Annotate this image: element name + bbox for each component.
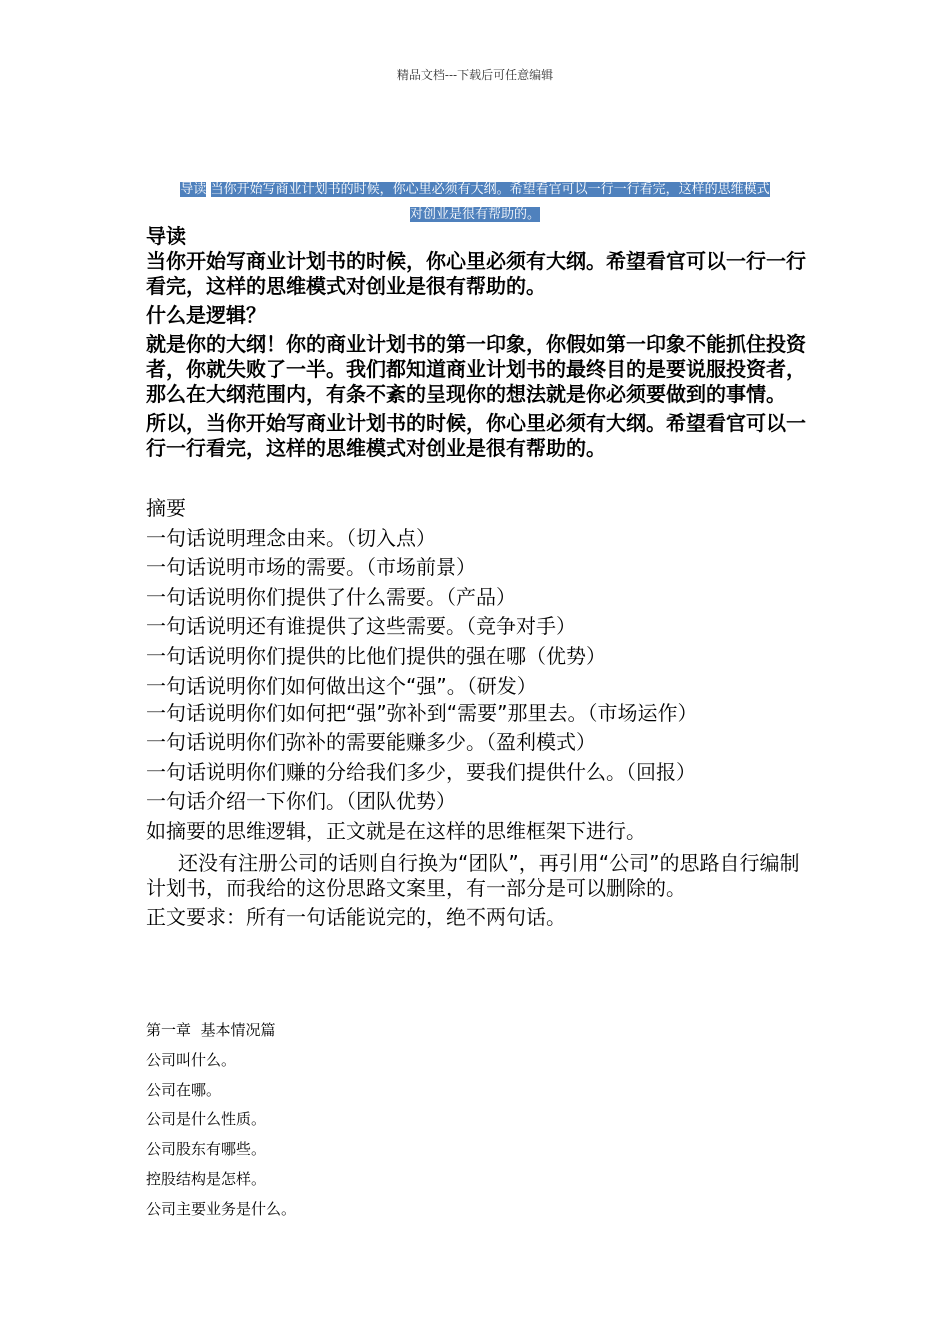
summary-item: 一句话说明还有谁提供了这些需要。（竞争对手） bbox=[146, 614, 576, 639]
highlighted-intro bbox=[146, 177, 804, 227]
summary-item: 一句话说明你们赚的分给我们多少，要我们提供什么。（回报） bbox=[146, 759, 696, 784]
intro-paragraph-2: 就是你的大纲！你的商业计划书的第一印象，你假如第一印象不能抓住投资者，你就失败了一半。我们都知道商业计划书的最终目的是要说服投资者，那么在大纲范围内，有条不紊的呈现你的想法就是你必须要做到的事情。 bbox=[146, 332, 806, 406]
chapter-item: 公司是什么性质。 bbox=[146, 1110, 267, 1129]
intro-paragraph-3: 所以，当你开始写商业计划书的时候，你心里必须有大纲。希望看官可以一行一行看完，这样的思维模式对创业是很有帮助的。 bbox=[146, 411, 806, 460]
intro-section bbox=[146, 224, 806, 461]
intro-paragraph-1: 当你开始写商业计划书的时候，你心里必须有大纲。希望看官可以一行一行看完，这样的思维模式对创业是很有帮助的。 bbox=[146, 249, 806, 298]
summary-item: 一句话说明你们如何做出这个“强”。（研发） bbox=[146, 673, 537, 698]
chapter-item: 控股结构是怎样。 bbox=[146, 1169, 267, 1188]
chapter-item: 公司主要业务是什么。 bbox=[146, 1199, 297, 1218]
summary-note-3: 正文要求：所有一句话能说完的，绝不两句话。 bbox=[146, 904, 566, 929]
summary-item: 一句话说明你们如何把“强”弥补到“需要”那里去。（市场运作） bbox=[146, 701, 698, 726]
summary-note-2: 还没有注册公司的话则自行换为“团队”，再引用“公司”的思路自行编制计划书，而我给的这份思路文案里，有一部分是可以删除的。 bbox=[146, 850, 800, 900]
highlight-line-1: 当你开始写商业计划书的时候，你心里必须有大纲。希望看官可以一行一行看完，这样的思维模式 bbox=[210, 182, 770, 197]
chapter-item: 公司在哪。 bbox=[146, 1080, 222, 1099]
page-header: 精品文档---下载后可任意编辑 bbox=[396, 68, 554, 82]
summary-item: 一句话说明理念由来。（切入点） bbox=[146, 525, 436, 550]
chapter-title: 第一章 基本情况篇 bbox=[146, 1021, 276, 1039]
highlight-line-2: 对创业是很有帮助的。 bbox=[409, 207, 540, 222]
summary-heading: 摘要 bbox=[146, 496, 186, 520]
summary-item: 一句话说明你们提供的比他们提供的强在哪（优势） bbox=[146, 643, 606, 668]
highlight-label: 导读 bbox=[180, 182, 207, 197]
chapter-item: 公司叫什么。 bbox=[146, 1050, 237, 1069]
summary-item: 一句话说明市场的需要。（市场前景） bbox=[146, 555, 476, 580]
chapter-item: 公司股东有哪些。 bbox=[146, 1140, 267, 1159]
summary-note-1: 如摘要的思维逻辑，正文就是在这样的思维框架下进行。 bbox=[146, 818, 646, 843]
logic-question: 什么是逻辑？ bbox=[146, 303, 266, 327]
intro-heading: 导读 bbox=[146, 224, 186, 248]
summary-section bbox=[146, 494, 806, 932]
chapter-1-section bbox=[146, 1016, 806, 1225]
summary-item: 一句话说明你们提供了什么需要。（产品） bbox=[146, 584, 516, 609]
summary-item: 一句话介绍一下你们。（团队优势） bbox=[146, 789, 456, 814]
summary-item: 一句话说明你们弥补的需要能赚多少。（盈利模式） bbox=[146, 730, 596, 755]
